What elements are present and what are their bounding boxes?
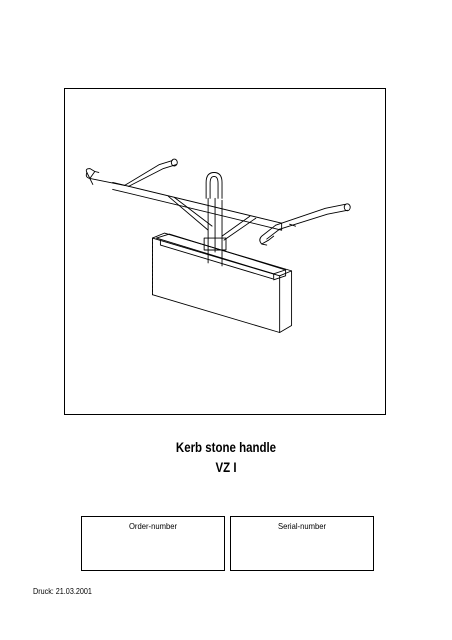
lifting-eye (206, 172, 222, 198)
serial-number-box (230, 516, 374, 571)
order-number-label: Order-number (128, 521, 178, 531)
main-beam (113, 182, 282, 230)
right-handle (260, 204, 350, 245)
product-illustration-frame (64, 88, 386, 415)
print-date: Druck: 21.03.2001 (33, 587, 92, 596)
document-title: Kerb stone handle (175, 439, 277, 455)
left-handle (86, 159, 177, 186)
kerb-stone-handle-illustration (65, 89, 385, 414)
order-number-box (81, 516, 225, 571)
serial-number-label: Serial-number (277, 521, 327, 531)
model-name: VZ I (215, 459, 237, 475)
support-braces (168, 196, 255, 240)
clamp-bar (156, 234, 285, 280)
